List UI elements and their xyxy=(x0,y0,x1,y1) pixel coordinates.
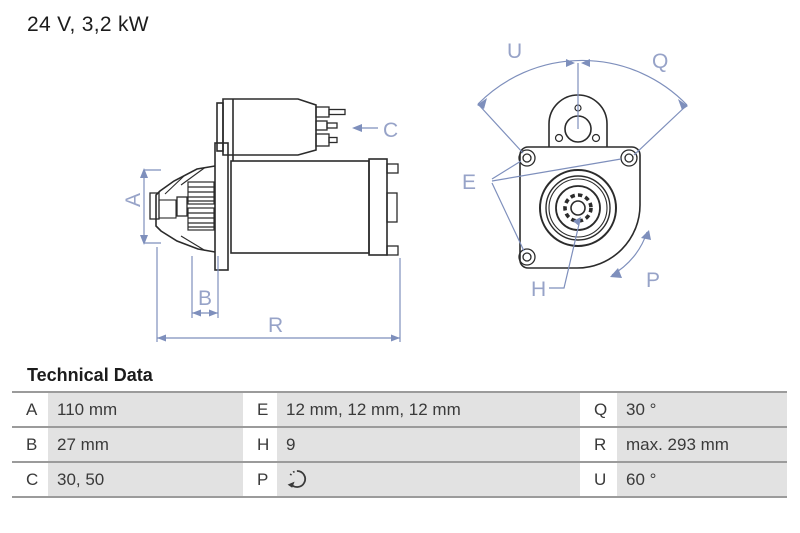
dimension-label-b: B xyxy=(198,287,213,310)
spec-value-a: 110 mm xyxy=(48,393,243,426)
technical-data-heading: Technical Data xyxy=(27,365,153,385)
solenoid-terminals xyxy=(316,107,345,146)
spec-key-h: H xyxy=(243,428,277,461)
mounting-flange-face xyxy=(520,147,640,268)
shaft-tip xyxy=(150,193,159,219)
spec-key-u: U xyxy=(580,463,617,496)
spec-key-c: C xyxy=(12,463,48,496)
mounting-flange-plate xyxy=(215,143,228,270)
solenoid-end-cap xyxy=(217,103,223,151)
solenoid-body xyxy=(223,99,316,155)
spec-key-e: E xyxy=(243,393,277,426)
dimension-label-a: A xyxy=(122,192,145,208)
spec-value-r: max. 293 mm xyxy=(617,428,787,461)
dimension-label-p: P xyxy=(646,269,661,292)
spec-value-c: 30, 50 xyxy=(48,463,243,496)
spec-value-e: 12 mm, 12 mm, 12 mm xyxy=(277,393,580,426)
spec-value-b: 27 mm xyxy=(48,428,243,461)
spec-value-q: 30 ° xyxy=(617,393,787,426)
dimension-label-c: C xyxy=(383,119,399,142)
pinion-front-view xyxy=(540,170,616,246)
spec-value-h: 9 xyxy=(277,428,580,461)
flange-bolt-holes xyxy=(519,150,637,265)
dimension-label-h: H xyxy=(531,278,547,301)
motor-housing xyxy=(231,161,369,253)
pinion-gear xyxy=(188,182,214,230)
spec-key-a: A xyxy=(12,393,48,426)
spec-key-q: Q xyxy=(580,393,617,426)
technical-data-table xyxy=(12,391,787,498)
table-row xyxy=(12,428,787,463)
dimension-label-u: U xyxy=(507,40,523,63)
commutator-end-cap xyxy=(369,159,387,255)
dimension-label-q: Q xyxy=(652,50,669,73)
spec-value-p xyxy=(277,463,580,496)
table-row xyxy=(12,463,787,498)
table-row xyxy=(12,393,787,428)
spec-key-p: P xyxy=(243,463,277,496)
voltage-power-title: 24 V, 3,2 kW xyxy=(27,13,149,36)
front-view-drawing xyxy=(519,95,640,268)
dimension-label-r: R xyxy=(268,314,284,337)
side-view-dimension-arrows xyxy=(140,124,400,342)
spec-key-b: B xyxy=(12,428,48,461)
side-view-dimensions xyxy=(144,128,400,342)
rotation-direction-icon xyxy=(286,468,308,490)
spec-value-u: 60 ° xyxy=(617,463,787,496)
dimension-label-e: E xyxy=(461,171,476,194)
spec-key-r: R xyxy=(580,428,617,461)
